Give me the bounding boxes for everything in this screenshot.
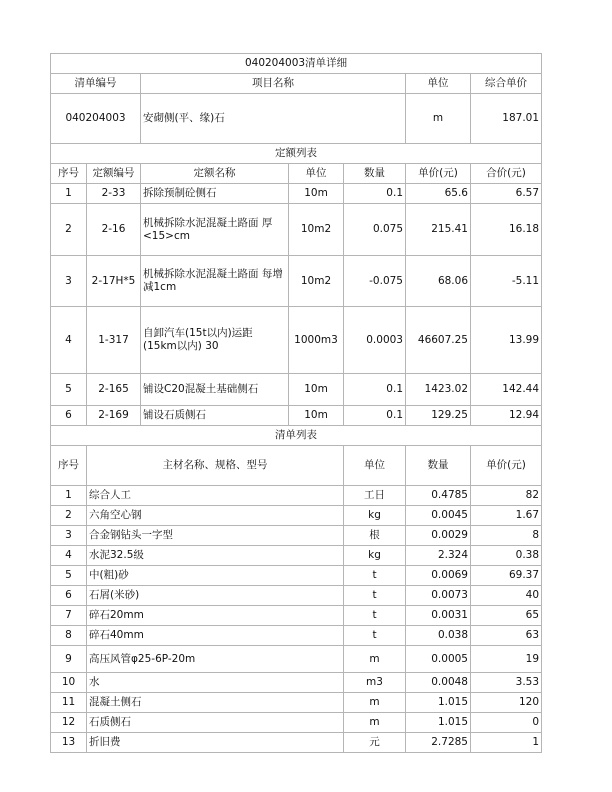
material-unit: t <box>344 606 406 626</box>
material-qty: 1.015 <box>406 713 471 733</box>
material-price: 0 <box>471 713 542 733</box>
material-row <box>51 506 542 526</box>
quota-name: 机械拆除水泥混凝土路面 厚<15>cm <box>141 204 289 256</box>
quota-col-price: 单价(元) <box>406 164 471 184</box>
materials-col-qty: 数量 <box>406 446 471 486</box>
materials-col-no: 序号 <box>51 446 87 486</box>
materials-col-price: 单价(元) <box>471 446 542 486</box>
quota-total: -5.11 <box>471 256 542 307</box>
material-name: 混凝土侧石 <box>87 693 344 713</box>
quota-unit: 10m2 <box>289 256 344 307</box>
quota-unit: 1000m3 <box>289 307 344 374</box>
material-price: 1.67 <box>471 506 542 526</box>
header-unit: 单位 <box>406 74 471 94</box>
quota-no: 6 <box>51 406 87 426</box>
item-unit: m <box>406 94 471 144</box>
quota-col-code: 定额编号 <box>87 164 141 184</box>
quota-no: 4 <box>51 307 87 374</box>
header-code: 清单编号 <box>51 74 141 94</box>
quota-unit: 10m <box>289 374 344 406</box>
quota-no: 2 <box>51 204 87 256</box>
quota-row <box>51 204 542 256</box>
quota-price: 1423.02 <box>406 374 471 406</box>
material-qty: 1.015 <box>406 693 471 713</box>
quota-name: 拆除预制砼侧石 <box>141 184 289 204</box>
material-qty: 0.0045 <box>406 506 471 526</box>
quota-no: 1 <box>51 184 87 204</box>
material-row <box>51 673 542 693</box>
material-row <box>51 566 542 586</box>
header-price: 综合单价 <box>471 74 542 94</box>
quota-price: 46607.25 <box>406 307 471 374</box>
quota-row <box>51 256 542 307</box>
material-no: 4 <box>51 546 87 566</box>
material-no: 2 <box>51 506 87 526</box>
material-row <box>51 526 542 546</box>
quota-row <box>51 307 542 374</box>
quota-col-qty: 数量 <box>344 164 406 184</box>
material-no: 12 <box>51 713 87 733</box>
quota-qty: 0.1 <box>344 184 406 204</box>
quota-row <box>51 184 542 204</box>
quota-code: 2-17H*5 <box>87 256 141 307</box>
quota-section-title: 定额列表 <box>51 144 542 164</box>
material-name: 中(粗)砂 <box>87 566 344 586</box>
material-price: 1 <box>471 733 542 753</box>
material-name: 碎石20mm <box>87 606 344 626</box>
quota-no: 3 <box>51 256 87 307</box>
material-unit: t <box>344 626 406 646</box>
quota-col-name: 定额名称 <box>141 164 289 184</box>
quota-code: 2-33 <box>87 184 141 204</box>
quota-code: 2-16 <box>87 204 141 256</box>
material-qty: 0.0031 <box>406 606 471 626</box>
material-name: 水 <box>87 673 344 693</box>
material-unit: m <box>344 713 406 733</box>
material-row <box>51 486 542 506</box>
material-unit: kg <box>344 546 406 566</box>
page-title: 040204003清单详细 <box>51 54 542 74</box>
material-name: 高压风管φ25-6P-20m <box>87 646 344 673</box>
materials-col-unit: 单位 <box>344 446 406 486</box>
material-price: 8 <box>471 526 542 546</box>
quota-code: 2-165 <box>87 374 141 406</box>
material-price: 3.53 <box>471 673 542 693</box>
material-qty: 0.4785 <box>406 486 471 506</box>
quota-total: 12.94 <box>471 406 542 426</box>
quota-unit: 10m2 <box>289 204 344 256</box>
quota-name: 机械拆除水泥混凝土路面 每增减1cm <box>141 256 289 307</box>
material-price: 82 <box>471 486 542 506</box>
detail-table <box>50 53 542 753</box>
material-row <box>51 586 542 606</box>
quota-price: 65.6 <box>406 184 471 204</box>
material-name: 合金钢钻头一字型 <box>87 526 344 546</box>
materials-col-name: 主材名称、规格、型号 <box>87 446 344 486</box>
quota-qty: 0.1 <box>344 406 406 426</box>
material-row <box>51 733 542 753</box>
material-unit: 元 <box>344 733 406 753</box>
material-qty: 2.324 <box>406 546 471 566</box>
material-qty: 0.0073 <box>406 586 471 606</box>
material-no: 1 <box>51 486 87 506</box>
material-no: 13 <box>51 733 87 753</box>
material-qty: 0.0048 <box>406 673 471 693</box>
material-row <box>51 713 542 733</box>
quota-total: 6.57 <box>471 184 542 204</box>
quota-name: 铺设C20混凝土基础侧石 <box>141 374 289 406</box>
material-no: 5 <box>51 566 87 586</box>
material-no: 8 <box>51 626 87 646</box>
material-price: 19 <box>471 646 542 673</box>
materials-section-title: 清单列表 <box>51 426 542 446</box>
quota-unit: 10m <box>289 184 344 204</box>
quota-name: 铺设石质侧石 <box>141 406 289 426</box>
quota-qty: -0.075 <box>344 256 406 307</box>
header-name: 项目名称 <box>141 74 406 94</box>
material-price: 120 <box>471 693 542 713</box>
material-unit: 根 <box>344 526 406 546</box>
material-name: 碎石40mm <box>87 626 344 646</box>
material-no: 6 <box>51 586 87 606</box>
material-name: 综合人工 <box>87 486 344 506</box>
material-price: 63 <box>471 626 542 646</box>
quota-row <box>51 406 542 426</box>
material-price: 65 <box>471 606 542 626</box>
material-name: 水泥32.5级 <box>87 546 344 566</box>
material-row <box>51 606 542 626</box>
quota-qty: 0.1 <box>344 374 406 406</box>
item-price: 187.01 <box>471 94 542 144</box>
material-unit: t <box>344 566 406 586</box>
material-unit: m <box>344 693 406 713</box>
material-unit: m <box>344 646 406 673</box>
quota-code: 2-169 <box>87 406 141 426</box>
quota-price: 129.25 <box>406 406 471 426</box>
quota-name: 自卸汽车(15t以内)运距(15km以内) 30 <box>141 307 289 374</box>
material-qty: 0.038 <box>406 626 471 646</box>
material-no: 3 <box>51 526 87 546</box>
quota-no: 5 <box>51 374 87 406</box>
material-unit: m3 <box>344 673 406 693</box>
quota-total: 16.18 <box>471 204 542 256</box>
material-price: 69.37 <box>471 566 542 586</box>
quota-price: 215.41 <box>406 204 471 256</box>
material-price: 0.38 <box>471 546 542 566</box>
material-unit: kg <box>344 506 406 526</box>
material-name: 石质侧石 <box>87 713 344 733</box>
material-unit: 工日 <box>344 486 406 506</box>
quota-row <box>51 374 542 406</box>
material-name: 折旧费 <box>87 733 344 753</box>
material-qty: 2.7285 <box>406 733 471 753</box>
item-name: 安砌侧(平、缘)石 <box>141 94 406 144</box>
material-price: 40 <box>471 586 542 606</box>
material-name: 六角空心钢 <box>87 506 344 526</box>
material-row <box>51 646 542 673</box>
item-code: 040204003 <box>51 94 141 144</box>
quota-total: 13.99 <box>471 307 542 374</box>
material-qty: 0.0069 <box>406 566 471 586</box>
material-qty: 0.0005 <box>406 646 471 673</box>
material-no: 10 <box>51 673 87 693</box>
quota-col-no: 序号 <box>51 164 87 184</box>
quota-col-unit: 单位 <box>289 164 344 184</box>
material-unit: t <box>344 586 406 606</box>
quota-price: 68.06 <box>406 256 471 307</box>
material-row <box>51 546 542 566</box>
quota-qty: 0.075 <box>344 204 406 256</box>
material-no: 7 <box>51 606 87 626</box>
material-no: 9 <box>51 646 87 673</box>
material-name: 石屑(米砂) <box>87 586 344 606</box>
material-qty: 0.0029 <box>406 526 471 546</box>
quota-unit: 10m <box>289 406 344 426</box>
quota-col-total: 合价(元) <box>471 164 542 184</box>
quota-code: 1-317 <box>87 307 141 374</box>
material-no: 11 <box>51 693 87 713</box>
material-row <box>51 693 542 713</box>
quota-total: 142.44 <box>471 374 542 406</box>
material-row <box>51 626 542 646</box>
quota-qty: 0.0003 <box>344 307 406 374</box>
